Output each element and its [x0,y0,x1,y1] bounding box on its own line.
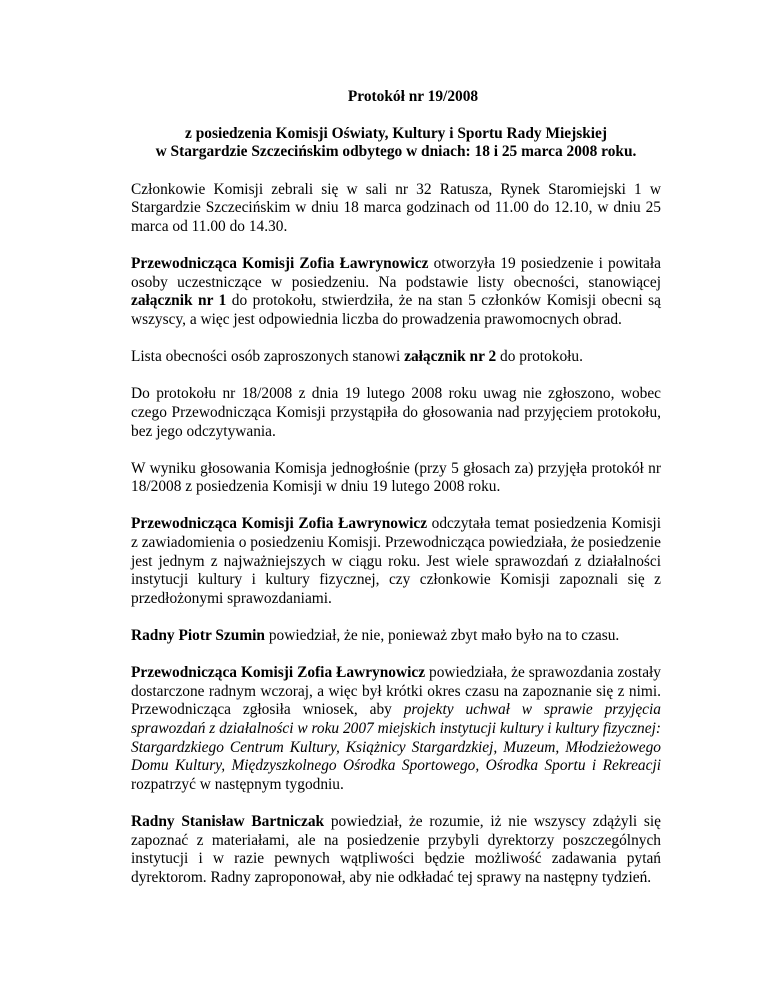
subtitle-line-2: w Stargardzie Szczecińskim odbytego w dniach: 18 i 25 marca 2008 roku. [155,143,637,161]
paragraph-text: otworzyła 19 posiedzenie i powitała osoby uczestniczące w posiedzeniu. Na podstawie listy obecności, stanowiącej [131,255,661,291]
paragraph-szumin [131,627,661,646]
speaker-name: Radny Stanisław Bartniczak [131,812,325,830]
paragraph-opening [131,255,661,329]
paragraph-attendance: Członkowie Komisji zebrali się w sali nr 32 Ratusza, Rynek Staromiejski 1 w Stargardzie Szczecińskim w dniu 18 marca godzinach od 11.00 do 12.10, w dniu 25 marca od 11.00 do 14.30. [131,180,661,235]
speaker-name: Radny Piotr Szumin [131,627,265,645]
speaker-name: Przewodnicząca Komisji Zofia Ławrynowicz [131,255,429,273]
paragraph-topic [131,515,661,608]
subtitle-line-1: z posiedzenia Komisji Oświaty, Kultury i Sportu Rady Miejskiej [185,124,607,142]
paragraph-text: powiedział, że rozumie, iż nie wszyscy zdążyli się zapoznać z materiałami, ale na posiedzenie przybyli dyrektorzy poszczególnych instytucji i w razie pewnych wątpliwości będzie możliwość zadawania pytań dyrektorom. Radny zaproponował, aby nie odkładać tej sprawy na następny tydzień. [131,812,661,886]
speaker-name: Przewodnicząca Komisji Zofia Ławrynowicz [131,664,426,682]
paragraph-text: rozpatrzyć w następnym tygodniu. [131,775,344,793]
document-subtitle [131,125,661,162]
paragraph-bartniczak [131,813,661,887]
paragraph-text: powiedziała, że sprawozdania zostały dostarczone radnym wczoraj, a więc był krótki okres czasu na zapoznanie się z nimi. Przewodnicząca zgłosiła wniosek, aby [131,664,661,719]
paragraph-text: do protokołu, stwierdziła, że na stan 5 członków Komisji obecni są wszyscy, a więc jest odpowiednia liczba do prowadzenia prawomocnych obrad. [131,292,661,328]
document-page [131,88,661,906]
speaker-name: Przewodnicząca Komisji Zofia Ławrynowicz [131,515,428,533]
paragraph-guest-list [131,348,661,367]
resolution-drafts-list: projekty uchwał w sprawie przyjęcia sprawozdań z działalności w roku 2007 miejskich instytucji kultury i kultury fizycznej: Stargardzkiego Centrum Kultury, Książnicy Stargardzkiej, Muzeum, Młodzieżowego Domu Kultury, Międzyszkolnego Ośrodka Sportowego, Ośrodka Sportu i Rekreacji [131,701,661,775]
attachment-reference: załącznik nr 1 [131,292,227,310]
attachment-reference: załącznik nr 2 [404,348,497,366]
paragraph-motion [131,664,661,794]
paragraph-text: Lista obecności osób zaproszonych stanowi [131,348,405,366]
document-title: Protokół nr 19/2008 [347,88,479,105]
paragraph-previous-protocol: Do protokołu nr 18/2008 z dnia 19 lutego 2008 roku uwag nie zgłoszono, wobec czego Przewodnicząca Komisji przystąpiła do głosowania nad przyjęciem protokołu, bez jego odczytywania. [131,385,661,440]
paragraph-text: odczytała temat posiedzenia Komisji z zawiadomienia o posiedzeniu Komisji. Przewodnicząca powiedziała, że posiedzenie jest jednym z najważniejszych w ciągu roku. Jest wiele sprawozdań z działalności instytucji kultury i kultury fizycznej, czy członkowie Komisji zapoznali się z przedłożonymi sprawozdaniami. [131,515,661,607]
paragraph-text: do protokołu. [496,348,583,366]
paragraph-text: powiedział, że nie, ponieważ zbyt mało było na to czasu. [264,627,620,645]
paragraph-vote-result: W wyniku głosowania Komisja jednogłośnie (przy 5 głosach za) przyjęła protokół nr 18/2008 z posiedzenia Komisji w dniu 19 lutego 2008 roku. [131,459,661,496]
